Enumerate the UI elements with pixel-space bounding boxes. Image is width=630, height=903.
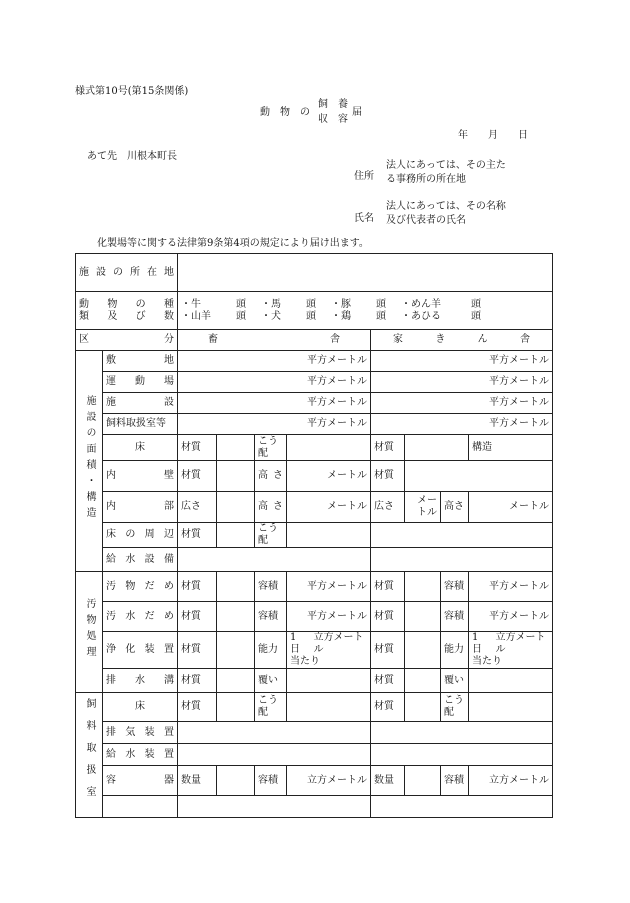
- feed-blank-poultry[interactable]: [371, 796, 553, 818]
- water-equipment-barn[interactable]: [178, 548, 371, 572]
- purifier-poultry-ability-label: 能力: [441, 632, 469, 669]
- container-barn-capacity[interactable]: 立方メートル: [287, 766, 371, 796]
- row-water-supply: [76, 744, 553, 766]
- row-inner-wall: [76, 461, 553, 492]
- container-barn-quantity[interactable]: [217, 766, 255, 796]
- manure-pit-label: 汚物だめ: [103, 572, 178, 602]
- feed-room-label: 飼料取扱室等: [103, 414, 178, 435]
- feed-floor-poultry-slope[interactable]: [469, 693, 553, 722]
- drain-label: 排水溝: [103, 669, 178, 693]
- purifier-poultry-material-label: 材質: [371, 632, 405, 669]
- manure-barn-capacity-label: 容積: [255, 572, 287, 602]
- inner-wall-label: 内壁: [103, 461, 178, 492]
- sewage-poultry-material[interactable]: [405, 602, 441, 632]
- species-values[interactable]: ・牛 頭 ・馬 頭 ・豚 頭 ・めん羊 頭 ・山羊 頭 ・犬 頭 ・鶏 頭 ・あひる 頭: [178, 292, 553, 330]
- exhaust-poultry[interactable]: [371, 722, 553, 744]
- interior-poultry-width-unit[interactable]: メートル: [405, 492, 441, 523]
- livestock-barn-header: 畜舎: [178, 330, 371, 351]
- title-tail: 届: [352, 107, 362, 118]
- water-supply-label: 給水装置: [103, 744, 178, 766]
- wall-poultry-material[interactable]: [405, 461, 553, 492]
- floor-label: 床: [103, 435, 178, 461]
- purifier-label: 浄化装置: [103, 632, 178, 669]
- container-poultry-capacity[interactable]: 立方メートル: [469, 766, 553, 796]
- drain-barn-material[interactable]: [217, 669, 255, 693]
- water-equipment-poultry[interactable]: [371, 548, 553, 572]
- division-label: 区分: [76, 330, 178, 351]
- exercise-barn-sqm[interactable]: 平方メートル: [178, 372, 371, 393]
- drain-poultry-material-label: 材質: [371, 669, 405, 693]
- row-container: [76, 766, 553, 796]
- feed-floor-poultry-slope-label: こう配: [441, 693, 469, 722]
- drain-barn-cover-label: 覆い: [255, 669, 287, 693]
- wall-barn-material[interactable]: [217, 461, 255, 492]
- site-barn-sqm[interactable]: 平方メートル: [178, 351, 371, 372]
- row-exercise: [76, 372, 553, 393]
- row-feed-floor: [76, 693, 553, 722]
- facility-group-label: 施設の面積・構造: [76, 351, 103, 572]
- sewage-poultry-material-label: 材質: [371, 602, 405, 632]
- row-water-equipment: [76, 548, 553, 572]
- row-division: [76, 330, 553, 351]
- sewage-barn-capacity[interactable]: 平方メートル: [287, 602, 371, 632]
- row-feed-blank: [76, 796, 553, 818]
- feed-floor-barn-slope-label: こう配: [255, 693, 287, 722]
- perimeter-barn-material[interactable]: [217, 523, 255, 548]
- date-line: 年 月 日: [458, 130, 528, 141]
- purifier-poultry-ability[interactable]: 1 日 立方メートル 当たり: [469, 632, 553, 669]
- row-floor: [76, 435, 553, 461]
- sewage-barn-capacity-label: 容積: [255, 602, 287, 632]
- container-poultry-capacity-label: 容積: [441, 766, 469, 796]
- sewage-barn-material-label: 材質: [178, 602, 217, 632]
- exercise-poultry-sqm[interactable]: 平方メートル: [371, 372, 553, 393]
- interior-poultry-height-label: 高さ: [441, 492, 469, 523]
- row-exhaust: [76, 722, 553, 744]
- wall-poultry-material-label: 材質: [371, 461, 405, 492]
- sewage-barn-material[interactable]: [217, 602, 255, 632]
- interior-barn-width-label: 広さ: [178, 492, 217, 523]
- purifier-barn-ability[interactable]: 1 日 立方メートル 当たり: [287, 632, 371, 669]
- feed-floor-barn-material-label: 材質: [178, 693, 217, 722]
- row-location: [76, 254, 553, 292]
- exhaust-barn[interactable]: [178, 722, 371, 744]
- row-site: [76, 351, 553, 372]
- feed-floor-barn-material[interactable]: [217, 693, 255, 722]
- interior-label: 内部: [103, 492, 178, 523]
- purifier-poultry-material[interactable]: [405, 632, 441, 669]
- feed-blank-label: [103, 796, 178, 818]
- row-facility: [76, 393, 553, 414]
- site-label: 敷地: [103, 351, 178, 372]
- perimeter-barn-slope-label: こう配: [255, 523, 287, 548]
- name-label: 氏名: [354, 213, 374, 224]
- water-supply-poultry[interactable]: [371, 744, 553, 766]
- interior-barn-height-label: 高さ: [255, 492, 287, 523]
- container-poultry-quantity-label: 数量: [371, 766, 405, 796]
- drain-barn-cover[interactable]: [287, 669, 371, 693]
- feed-floor-barn-slope[interactable]: [287, 693, 371, 722]
- title-bottom: 収 容: [318, 114, 348, 125]
- water-equipment-label: 給水設備: [103, 548, 178, 572]
- floor-barn-material-label: 材質: [178, 435, 217, 461]
- manure-barn-capacity[interactable]: 平方メートル: [287, 572, 371, 602]
- container-poultry-quantity[interactable]: [405, 766, 441, 796]
- row-feed-room: [76, 414, 553, 435]
- interior-poultry-width-label: 広さ: [371, 492, 405, 523]
- floor-poultry-structure-label: 構造: [469, 435, 553, 461]
- poultry-house-header: 家きん舎: [371, 330, 553, 351]
- species-label: 動物の種 類及び数: [76, 292, 178, 330]
- manure-poultry-material-label: 材質: [371, 572, 405, 602]
- floor-poultry-material[interactable]: [405, 435, 469, 461]
- perimeter-poultry-value[interactable]: [371, 523, 553, 548]
- feed-floor-poultry-material[interactable]: [405, 693, 441, 722]
- row-sewage-pit: [76, 602, 553, 632]
- facility-barn-sqm[interactable]: 平方メートル: [178, 393, 371, 414]
- purifier-barn-material-label: 材質: [178, 632, 217, 669]
- manure-poultry-capacity[interactable]: 平方メートル: [469, 572, 553, 602]
- interior-barn-width[interactable]: [217, 492, 255, 523]
- floor-barn-slope[interactable]: [287, 435, 371, 461]
- row-interior: [76, 492, 553, 523]
- drain-poultry-cover-label: 覆い: [441, 669, 469, 693]
- name-note: 法人にあっては、その名称 及び代表者の氏名: [386, 201, 506, 226]
- statement: 化製場等に関する法律第9条第4項の規定により届け出ます。: [97, 238, 369, 249]
- location-label: 施設の所在地: [76, 254, 178, 292]
- feed-floor-poultry-material-label: 材質: [371, 693, 405, 722]
- row-species: [76, 292, 553, 330]
- address-note: 法人にあっては、その主た る事務所の所在地: [386, 160, 506, 185]
- address-label: 住所: [354, 171, 374, 182]
- feed-blank-barn[interactable]: [178, 796, 371, 818]
- purifier-barn-ability-label: 能力: [255, 632, 287, 669]
- title-lead: 動 物 の: [260, 107, 310, 118]
- floor-barn-slope-label: こう配: [255, 435, 287, 461]
- manure-poultry-material[interactable]: [405, 572, 441, 602]
- row-drain: [76, 669, 553, 693]
- floor-poultry-material-label: 材質: [371, 435, 405, 461]
- feed-floor-label: 床: [103, 693, 178, 722]
- sewage-poultry-capacity[interactable]: 平方メートル: [469, 602, 553, 632]
- exercise-label: 運動場: [103, 372, 178, 393]
- row-purifier: [76, 632, 553, 669]
- interior-poultry-height-unit[interactable]: メートル: [469, 492, 553, 523]
- form-number: 様式第10号(第15条関係): [75, 86, 189, 97]
- perimeter-barn-slope[interactable]: [287, 523, 371, 548]
- facility-poultry-sqm[interactable]: 平方メートル: [371, 393, 553, 414]
- wall-barn-height-label: 高さ: [255, 461, 287, 492]
- site-poultry-sqm[interactable]: 平方メートル: [371, 351, 553, 372]
- wall-barn-height-unit[interactable]: メートル: [287, 461, 371, 492]
- feed-room-barn-sqm[interactable]: 平方メートル: [178, 414, 371, 435]
- drain-barn-material-label: 材質: [178, 669, 217, 693]
- manure-barn-material[interactable]: [217, 572, 255, 602]
- feed-group-label: 飼料取扱室: [76, 693, 103, 818]
- drain-poultry-cover[interactable]: [469, 669, 553, 693]
- location-value[interactable]: [178, 254, 553, 292]
- facility-label: 施設: [103, 393, 178, 414]
- title-top: 飼 養: [318, 99, 348, 110]
- feed-room-poultry-sqm[interactable]: 平方メートル: [371, 414, 553, 435]
- row-floor-perimeter: [76, 523, 553, 548]
- waste-group-label: 汚物処理: [76, 572, 103, 693]
- interior-barn-height-unit[interactable]: メートル: [287, 492, 371, 523]
- addressee: あて先 川根本町長: [87, 151, 177, 162]
- purifier-barn-material[interactable]: [217, 632, 255, 669]
- manure-poultry-capacity-label: 容積: [441, 572, 469, 602]
- notification-form-table: [75, 253, 553, 818]
- container-barn-quantity-label: 数量: [178, 766, 217, 796]
- container-barn-capacity-label: 容積: [255, 766, 287, 796]
- wall-barn-material-label: 材質: [178, 461, 217, 492]
- floor-barn-material[interactable]: [217, 435, 255, 461]
- floor-perimeter-label: 床の周辺: [103, 523, 178, 548]
- sewage-pit-label: 汚水だめ: [103, 602, 178, 632]
- manure-barn-material-label: 材質: [178, 572, 217, 602]
- container-label: 容器: [103, 766, 178, 796]
- row-manure-pit: [76, 572, 553, 602]
- drain-poultry-material[interactable]: [405, 669, 441, 693]
- perimeter-barn-material-label: 材質: [178, 523, 217, 548]
- exhaust-label: 排気装置: [103, 722, 178, 744]
- sewage-poultry-capacity-label: 容積: [441, 602, 469, 632]
- water-supply-barn[interactable]: [178, 744, 371, 766]
